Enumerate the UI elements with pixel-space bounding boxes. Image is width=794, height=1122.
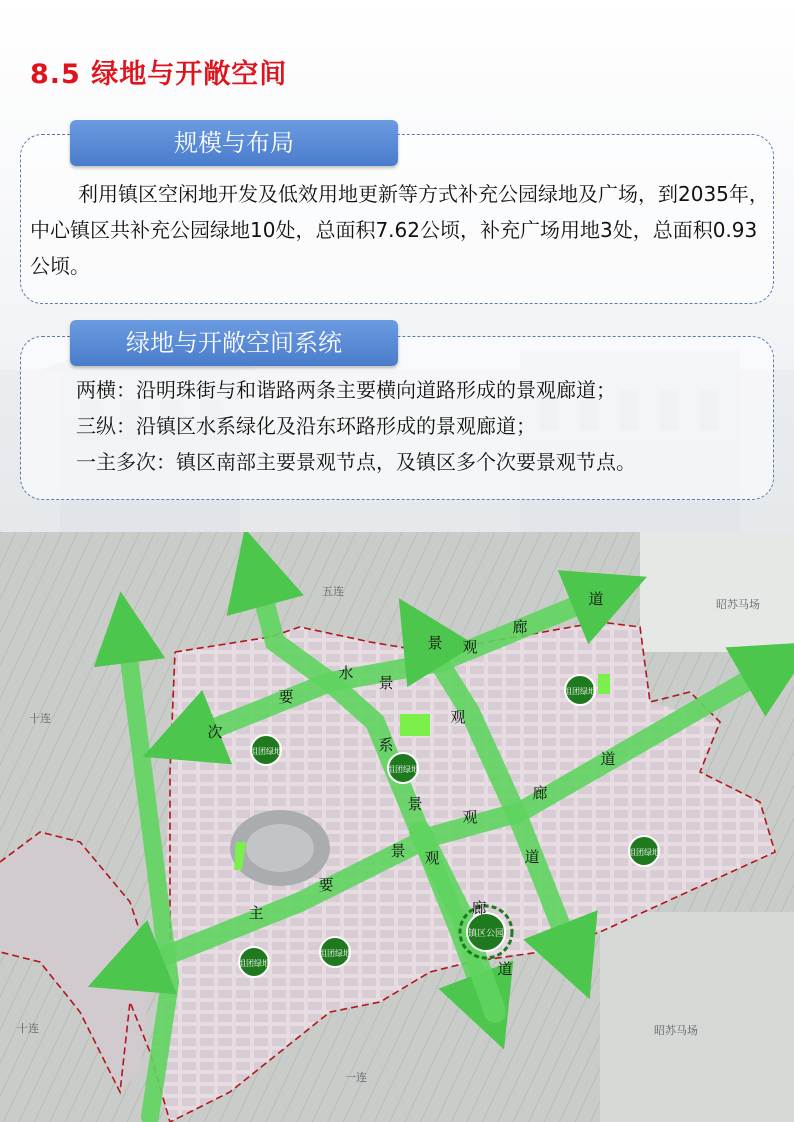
system-line-vertical: 三纵：沿镇区水系绿化及沿东环路形成的景观廊道；	[76, 414, 536, 438]
section-number: 8.5	[30, 59, 81, 90]
corridor-char: 观	[424, 849, 440, 867]
svg-text:组团绿地: 组团绿地	[319, 949, 351, 958]
corridor-char: 景	[407, 795, 423, 813]
corridor-char: 次	[207, 723, 223, 741]
place-label: 昭苏马场	[716, 598, 760, 611]
place-label: 昭苏马场	[654, 1024, 698, 1037]
place-label: 五连	[322, 585, 344, 598]
park-patch-east	[598, 674, 610, 694]
corridor-char: 水	[338, 664, 354, 682]
green-space-map	[0, 532, 794, 1122]
place-label: 十连	[29, 712, 51, 725]
corridor-char: 景	[427, 634, 443, 652]
southeast-field	[600, 912, 794, 1122]
corridor-char: 景	[378, 674, 394, 692]
svg-text:镇区公园: 镇区公园	[467, 929, 505, 939]
minor-node-5	[238, 947, 270, 977]
corridor-char: 系	[378, 736, 394, 754]
section-title: 绿地与开敞空间	[91, 59, 288, 90]
svg-text:组团绿地: 组团绿地	[628, 848, 660, 857]
corridor-char: 道	[588, 590, 604, 608]
svg-text:组团绿地: 组团绿地	[387, 765, 419, 774]
system-lines	[76, 372, 766, 480]
northeast-field	[640, 532, 794, 652]
corridor-char: 廊	[532, 784, 548, 802]
corridor-char: 景	[390, 842, 406, 860]
corridor-char: 要	[318, 876, 334, 894]
svg-text:组团绿地: 组团绿地	[238, 959, 270, 968]
section-heading	[30, 52, 287, 91]
minor-node-3	[564, 675, 596, 705]
corridor-char: 要	[278, 688, 294, 706]
scale-layout-paragraph: 利用镇区空闲地开发及低效用地更新等方式补充公园绿地及广场，到2035年，中心镇区共补充公园绿地10处，总面积7.62公顷，补充广场用地3处，总面积0.93公顷。	[30, 182, 769, 278]
minor-node-6	[319, 937, 351, 967]
corridor-char: 观	[462, 638, 478, 656]
minor-node-4	[628, 836, 660, 866]
scale-layout-tab: 规模与布局	[70, 120, 398, 166]
corridor-char: 观	[450, 708, 466, 726]
place-label: 十连	[17, 1022, 39, 1035]
map-svg	[0, 532, 794, 1122]
corridor-char: 道	[600, 750, 616, 768]
minor-node-1	[250, 735, 282, 765]
park-patch-north	[400, 714, 430, 736]
svg-text:组团绿地: 组团绿地	[250, 747, 282, 756]
minor-node-2	[387, 753, 419, 783]
corridor-char: 观	[462, 808, 478, 826]
svg-text:组团绿地: 组团绿地	[564, 687, 596, 696]
corridor-char: 廊	[471, 899, 487, 917]
corridor-char: 主	[248, 904, 264, 922]
system-line-horizontal: 两横：沿明珠街与和谐路两条主要横向道路形成的景观廊道；	[76, 378, 616, 402]
system-line-nodes: 一主多次：镇区南部主要景观节点，及镇区多个次要景观节点。	[76, 450, 636, 474]
system-tab: 绿地与开敞空间系统	[70, 320, 398, 366]
corridor-char: 道	[497, 960, 513, 978]
stadium-field	[246, 824, 314, 872]
corridor-char: 廊	[512, 618, 528, 636]
corridor-char: 道	[524, 848, 540, 866]
place-label: 一连	[345, 1071, 367, 1084]
